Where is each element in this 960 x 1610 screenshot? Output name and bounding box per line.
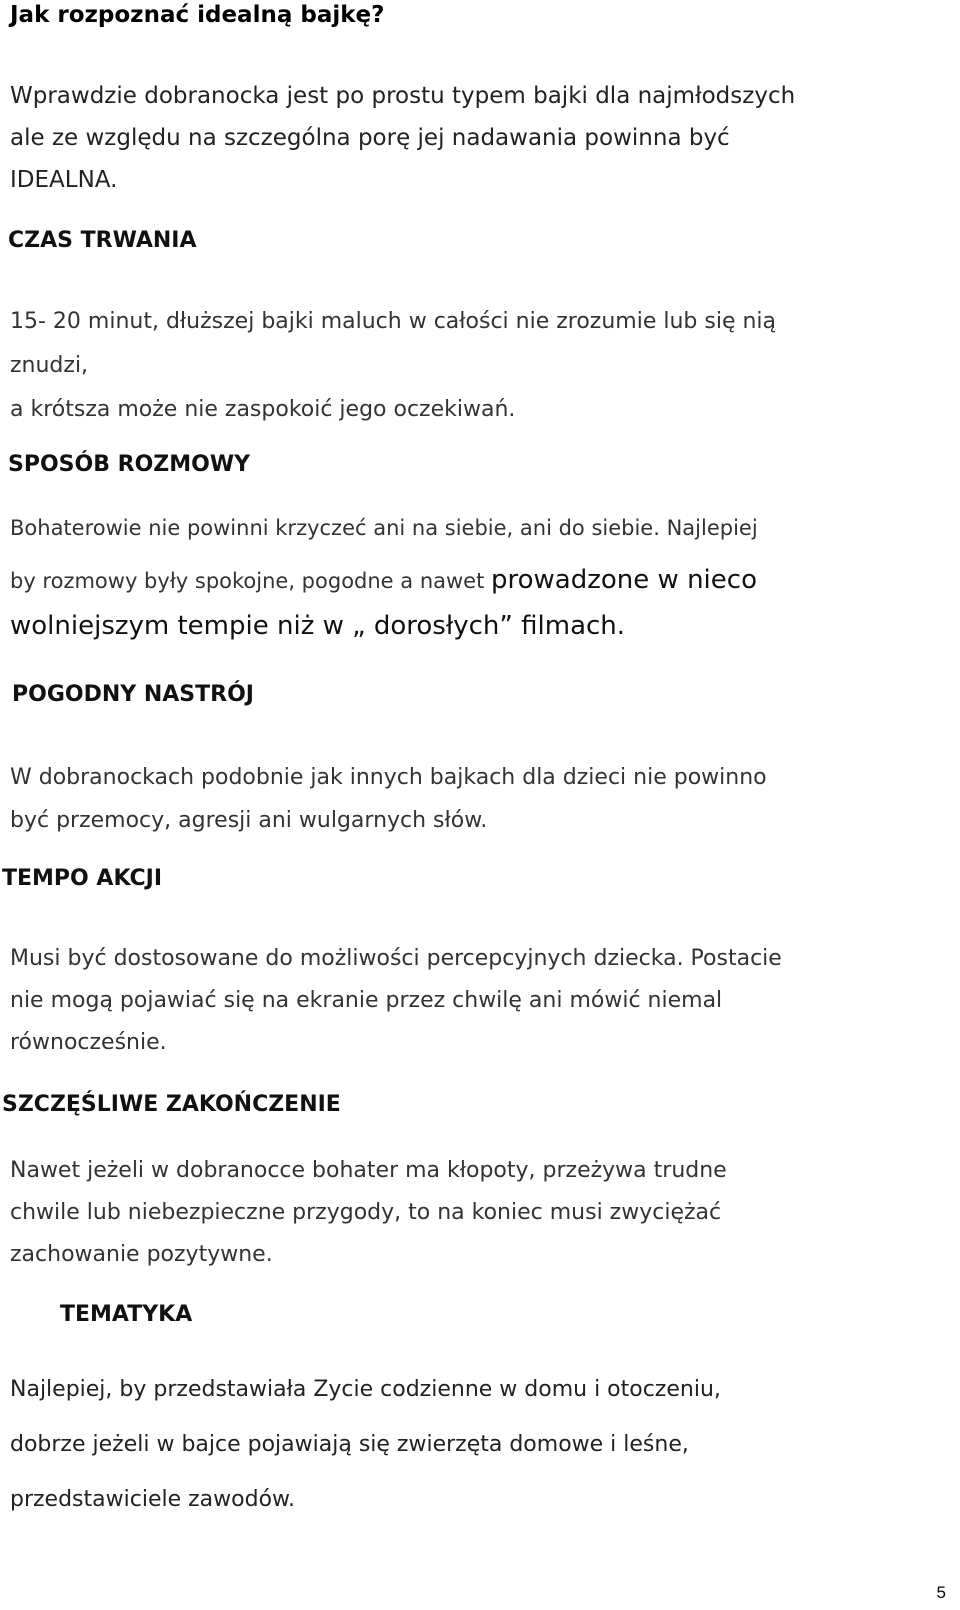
- body-line-emphasis: wolniejszym tempie niż w „ dorosłych” filmach.: [10, 611, 626, 641]
- body-line: 15- 20 minut, dłuższej bajki maluch w całości nie zrozumie lub się nią: [10, 309, 777, 334]
- section-body-tematyka: [10, 1362, 721, 1527]
- intro-line: Wprawdzie dobranocka jest po prostu typem bajki dla najmłodszych: [10, 83, 796, 109]
- body-line: a krótsza może nie zaspokoić jego oczekiwań.: [10, 397, 516, 422]
- section-body-pogodny-nastroj: [10, 756, 767, 842]
- body-line: Najlepiej, by przedstawiała Zycie codzienne w domu i otoczeniu,: [10, 1377, 721, 1402]
- body-line: zachowanie pozytywne.: [10, 1242, 273, 1267]
- section-heading-sposob-rozmowy: SPOSÓB ROZMOWY: [8, 452, 251, 477]
- page-title: Jak rozpoznać idealną bajkę?: [10, 2, 385, 28]
- body-line: nie mogą pojawiać się na ekranie przez chwilę ani mówić niemal: [10, 988, 723, 1013]
- body-line: przedstawiciele zawodów.: [10, 1487, 295, 1512]
- body-line: chwile lub niebezpieczne przygody, to na koniec musi zwyciężać: [10, 1200, 722, 1225]
- section-heading-tematyka: TEMATYKA: [60, 1302, 193, 1327]
- body-line: W dobranockach podobnie jak innych bajkach dla dzieci nie powinno: [10, 765, 767, 790]
- intro-paragraph: [10, 75, 795, 201]
- section-heading-szczesliwe-zakonczenie: SZCZĘŚLIWE ZAKOŃCZENIE: [2, 1092, 341, 1117]
- body-line-emphasis: prowadzone w nieco: [491, 565, 757, 595]
- section-body-tempo-akcji: [10, 938, 782, 1064]
- body-line: znudzi,: [10, 353, 89, 378]
- body-line: być przemocy, agresji ani wulgarnych słów.: [10, 808, 488, 833]
- body-line: Bohaterowie nie powinni krzyczeć ani na siebie, ani do siebie. Najlepiej: [10, 516, 758, 540]
- intro-line: ale ze względu na szczególna porę jej nadawania powinna być: [10, 125, 730, 151]
- section-heading-pogodny-nastroj: POGODNY NASTRÓJ: [12, 682, 254, 707]
- body-line: by rozmowy były spokojne, pogodne a nawet: [10, 569, 485, 593]
- section-body-sposob-rozmowy: [10, 512, 758, 644]
- body-line: dobrze jeżeli w bajce pojawiają się zwierzęta domowe i leśne,: [10, 1432, 689, 1457]
- intro-line: IDEALNA.: [10, 167, 118, 193]
- body-line: równocześnie.: [10, 1030, 167, 1055]
- section-heading-czas-trwania: CZAS TRWANIA: [8, 228, 197, 253]
- section-body-czas-trwania: [10, 300, 776, 432]
- section-body-szczesliwe-zakonczenie: [10, 1150, 727, 1276]
- page-number: 5: [936, 1583, 946, 1602]
- body-line: Musi być dostosowane do możliwości percepcyjnych dziecka. Postacie: [10, 946, 782, 971]
- body-line: Nawet jeżeli w dobranocce bohater ma kłopoty, przeżywa trudne: [10, 1158, 727, 1183]
- section-heading-tempo-akcji: TEMPO AKCJI: [2, 866, 163, 891]
